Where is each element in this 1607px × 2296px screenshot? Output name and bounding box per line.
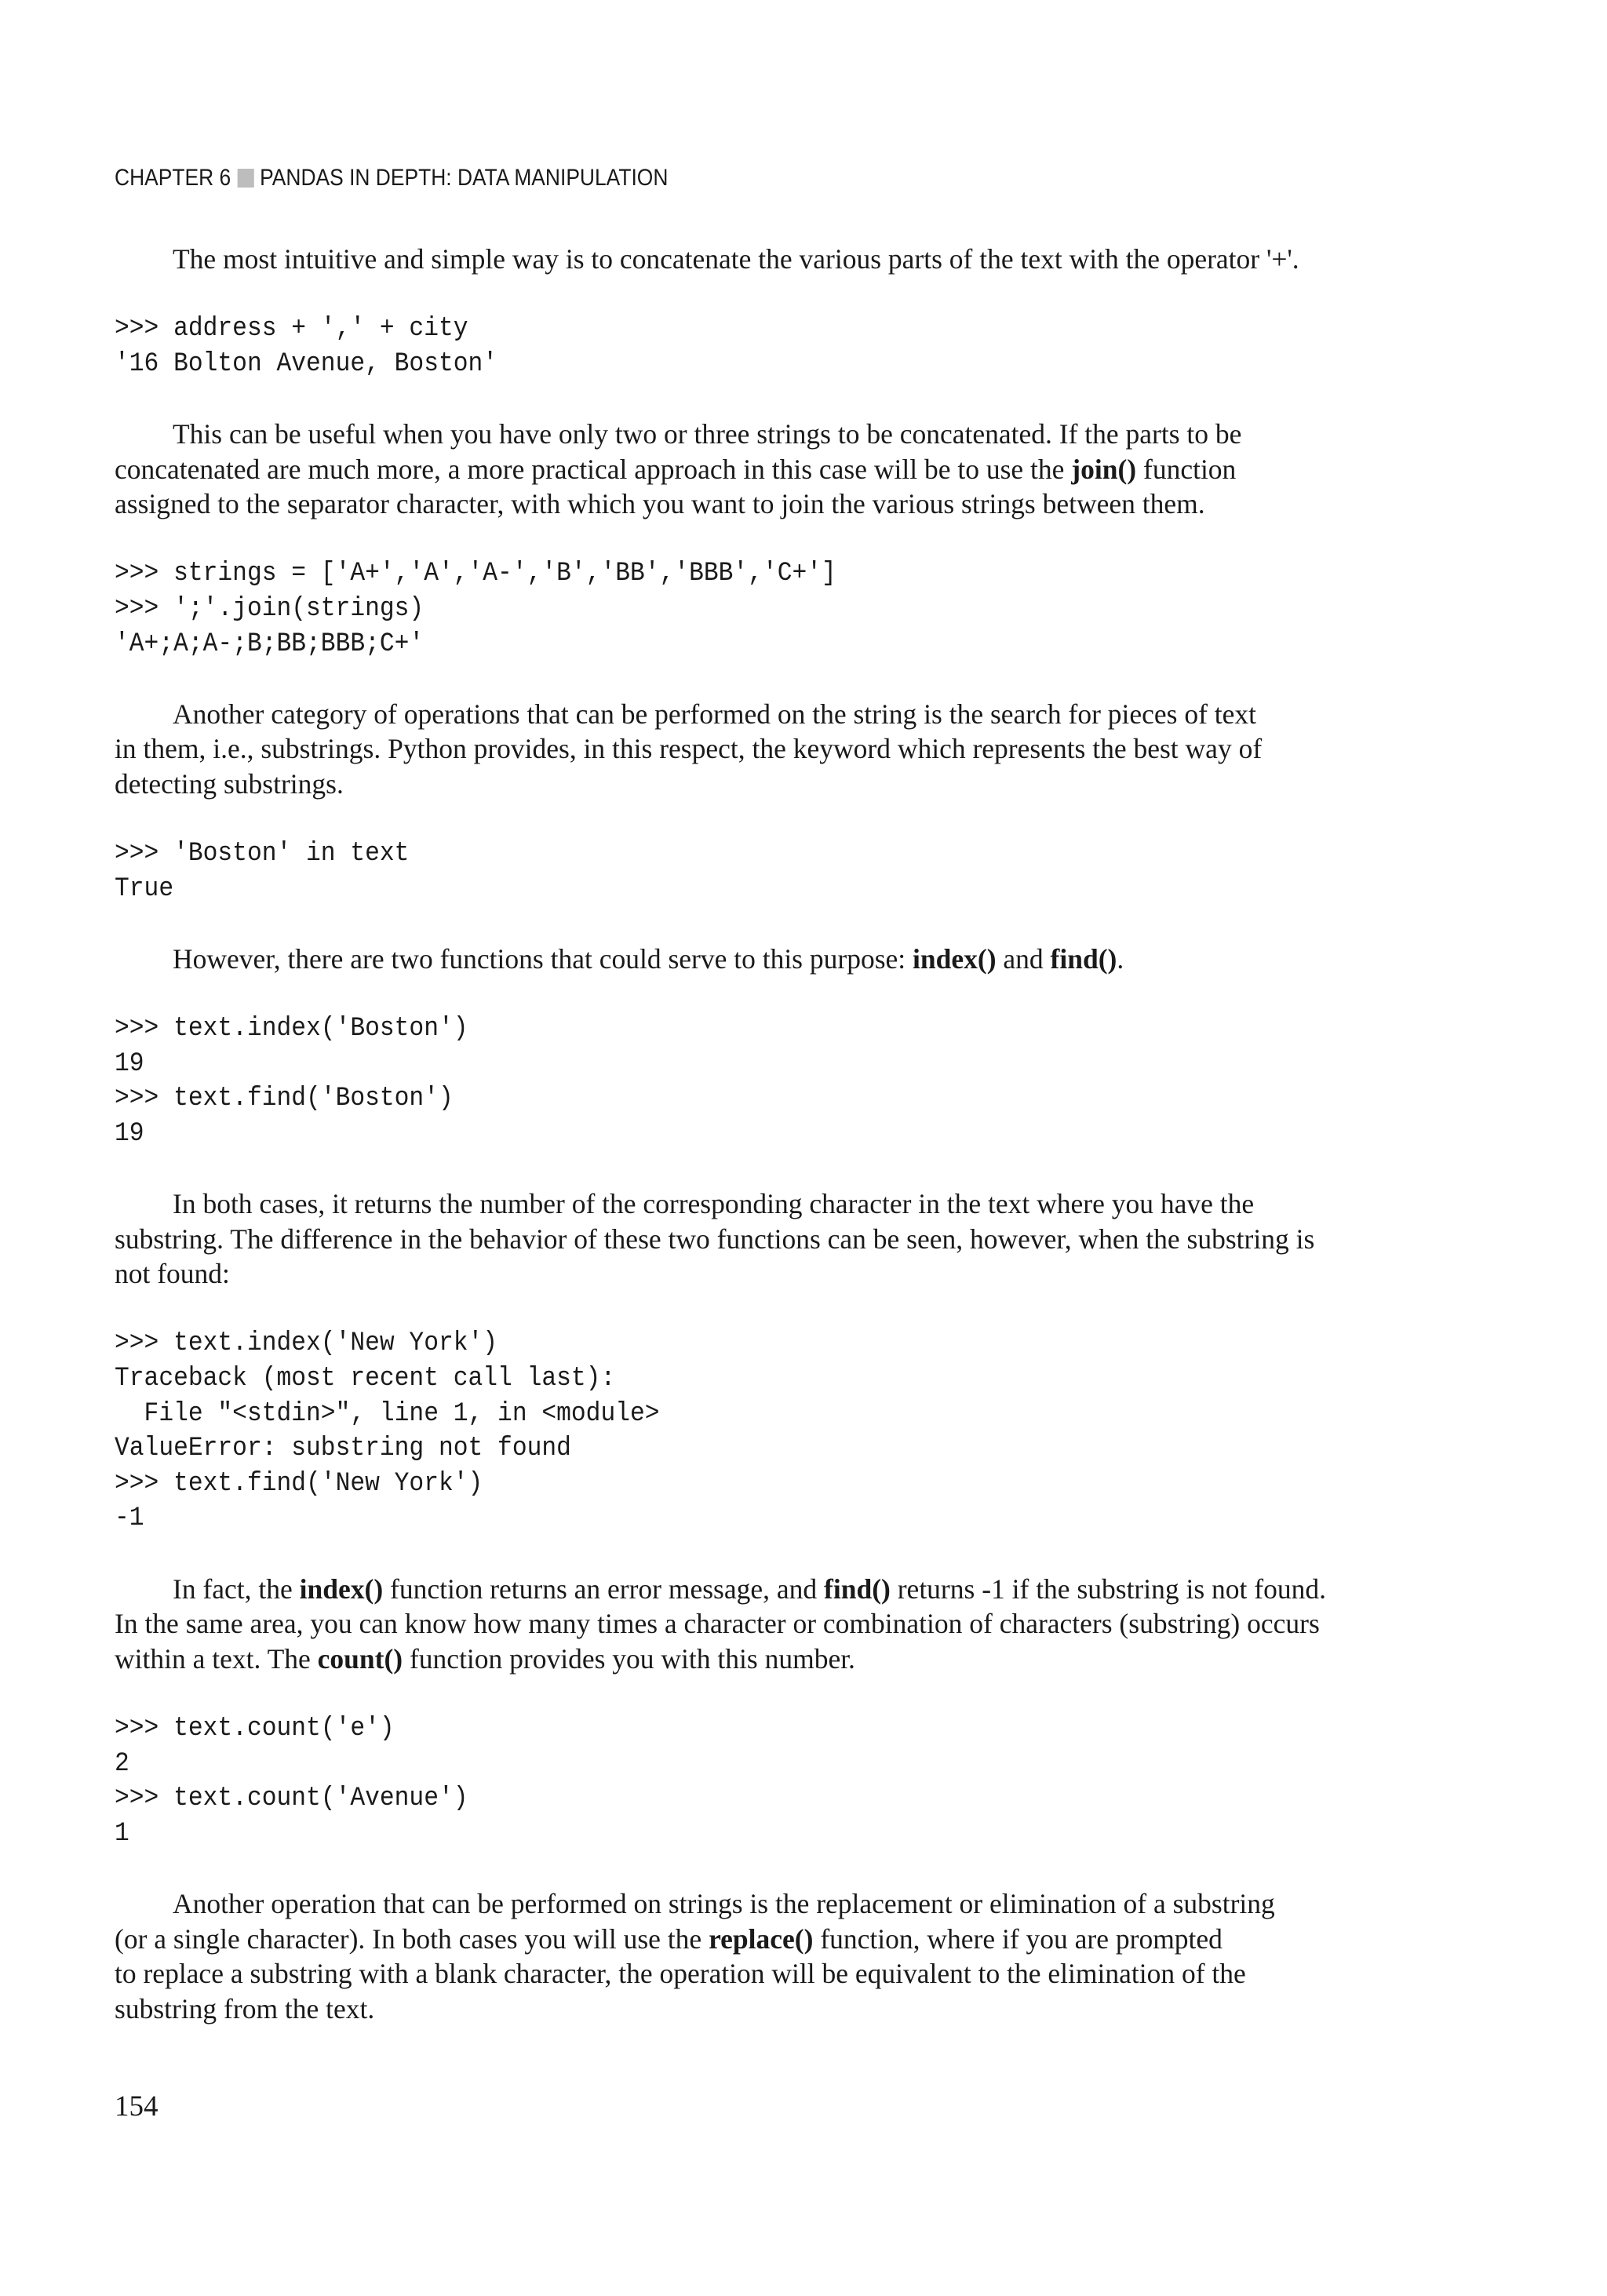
paragraph-line	[115, 1572, 1441, 1607]
text-run: within a text. The	[115, 1642, 318, 1675]
function-name: find()	[824, 1573, 891, 1605]
page-body	[115, 242, 1441, 2026]
paragraph-line	[115, 1642, 1441, 1677]
function-name: index()	[913, 942, 997, 975]
running-head	[115, 165, 668, 191]
block-gap	[115, 1676, 1441, 1711]
code-line: >>> text.index('New York')	[115, 1328, 498, 1359]
paragraph	[115, 417, 1441, 522]
paragraph-line	[115, 942, 1441, 977]
block-gap	[115, 522, 1441, 557]
text-run: concatenated are much more, a more practical approach in this case will be to use the	[115, 453, 1072, 485]
paragraph-line	[115, 1186, 1441, 1222]
text-run: in them, i.e., substrings. Python provides, in this respect, the keyword which represents the best way of	[115, 733, 1263, 765]
paragraph-line	[115, 242, 1441, 277]
paragraph	[115, 1572, 1441, 1677]
text-run: and	[996, 942, 1051, 975]
code-block	[115, 312, 1335, 381]
function-name: join()	[1071, 453, 1137, 485]
paragraph-line	[115, 1956, 1441, 1992]
code-line: >>> ';'.join(strings)	[115, 593, 425, 624]
code-block	[115, 1711, 1335, 1851]
code-line: >>> text.count('Avenue')	[115, 1784, 468, 1814]
code-line: 1	[115, 1818, 129, 1849]
code-line: True	[115, 873, 174, 904]
paragraph	[115, 942, 1441, 977]
text-run: function	[1136, 453, 1237, 485]
code-line: -1	[115, 1503, 144, 1534]
text-run: detecting substrings.	[115, 767, 344, 800]
function-name: find()	[1050, 942, 1117, 975]
code-line: 'A+;A;A-;B;BB;BBB;C+'	[115, 629, 425, 659]
paragraph-line	[115, 1992, 1441, 2027]
paragraph-line	[115, 417, 1441, 452]
code-block	[115, 1011, 1335, 1151]
chapter-label: CHAPTER 6	[115, 165, 231, 191]
paragraph	[115, 1886, 1441, 2026]
code-block	[115, 836, 1335, 906]
code-line: 19	[115, 1118, 144, 1149]
function-name: replace()	[709, 1922, 814, 1955]
code-line: >>> text.count('e')	[115, 1713, 395, 1744]
block-gap	[115, 1536, 1441, 1572]
text-run: Another operation that can be performed on strings is the replacement or elimination of a substring	[173, 1887, 1275, 1919]
text-run: .	[1117, 942, 1124, 975]
function-name: index()	[299, 1573, 384, 1605]
paragraph-line	[115, 487, 1441, 522]
text-run: substring. The difference in the behavior of these two functions can be seen, however, when the substring is	[115, 1223, 1315, 1255]
code-line: >>> text.find('Boston')	[115, 1084, 454, 1114]
text-run: The most intuitive and simple way is to concatenate the various parts of the text with the operator '+'.	[173, 243, 1299, 275]
paragraph-line	[115, 1886, 1441, 1922]
code-line: >>> address + ',' + city	[115, 314, 468, 344]
text-run: function provides you with this number.	[403, 1642, 855, 1675]
block-gap	[115, 802, 1441, 837]
text-run: function, where if you are prompted	[813, 1922, 1223, 1955]
book-page	[115, 0, 1441, 2296]
text-run: In both cases, it returns the number of the corresponding character in the text where you have the	[173, 1188, 1255, 1220]
paragraph	[115, 242, 1441, 277]
paragraph-line	[115, 767, 1441, 802]
paragraph	[115, 697, 1441, 802]
block-gap	[115, 906, 1441, 942]
text-run: In fact, the	[173, 1573, 300, 1605]
block-gap	[115, 381, 1441, 417]
function-name: count()	[317, 1642, 403, 1675]
block-gap	[115, 1151, 1441, 1186]
page-number: 154	[115, 2090, 159, 2123]
code-block	[115, 556, 1335, 661]
text-run: Another category of operations that can be performed on the string is the search for pieces of text	[173, 698, 1257, 730]
text-run: function returns an error message, and	[383, 1573, 825, 1605]
code-line: 2	[115, 1748, 129, 1779]
text-run: However, there are two functions that could serve to this purpose:	[173, 942, 913, 975]
text-run: assigned to the separator character, with which you want to join the various strings between them.	[115, 488, 1205, 520]
text-run: (or a single character). In both cases you will use the	[115, 1922, 709, 1955]
code-line: >>> text.find('New York')	[115, 1468, 483, 1499]
code-line: 19	[115, 1048, 144, 1079]
text-run: returns -1 if the substring is not found.	[890, 1573, 1326, 1605]
paragraph-line	[115, 452, 1441, 487]
paragraph-line	[115, 1922, 1441, 1957]
text-run: In the same area, you can know how many times a character or combination of characters (substring) occurs	[115, 1608, 1320, 1640]
paragraph-line	[115, 731, 1441, 767]
code-line: >>> 'Boston' in text	[115, 839, 410, 869]
block-gap	[115, 277, 1441, 312]
text-run: substring from the text.	[115, 1992, 375, 2024]
paragraph-line	[115, 1606, 1441, 1642]
square-bullet-icon	[238, 169, 254, 188]
code-block	[115, 1326, 1335, 1536]
block-gap	[115, 976, 1441, 1011]
text-run: not found:	[115, 1258, 230, 1290]
code-line: Traceback (most recent call last):	[115, 1364, 616, 1394]
code-line: File "<stdin>", line 1, in <module>	[115, 1398, 660, 1429]
paragraph	[115, 1186, 1441, 1292]
text-run: This can be useful when you have only two or three strings to be concatenated. If the parts to be	[173, 417, 1242, 450]
block-gap	[115, 661, 1441, 697]
block-gap	[115, 1851, 1441, 1886]
block-gap	[115, 1292, 1441, 1327]
code-line: >>> strings = ['A+','A','A-','B','BB','BBB','C+']	[115, 559, 836, 589]
text-run: to replace a substring with a blank character, the operation will be equivalent to the elimination of the	[115, 1958, 1246, 1990]
paragraph-line	[115, 697, 1441, 732]
paragraph-line	[115, 1222, 1441, 1257]
code-line: >>> text.index('Boston')	[115, 1014, 468, 1044]
code-line: '16 Bolton Avenue, Boston'	[115, 348, 498, 379]
code-line: ValueError: substring not found	[115, 1434, 571, 1464]
chapter-title: PANDAS IN DEPTH: DATA MANIPULATION	[260, 165, 669, 191]
paragraph-line	[115, 1256, 1441, 1292]
